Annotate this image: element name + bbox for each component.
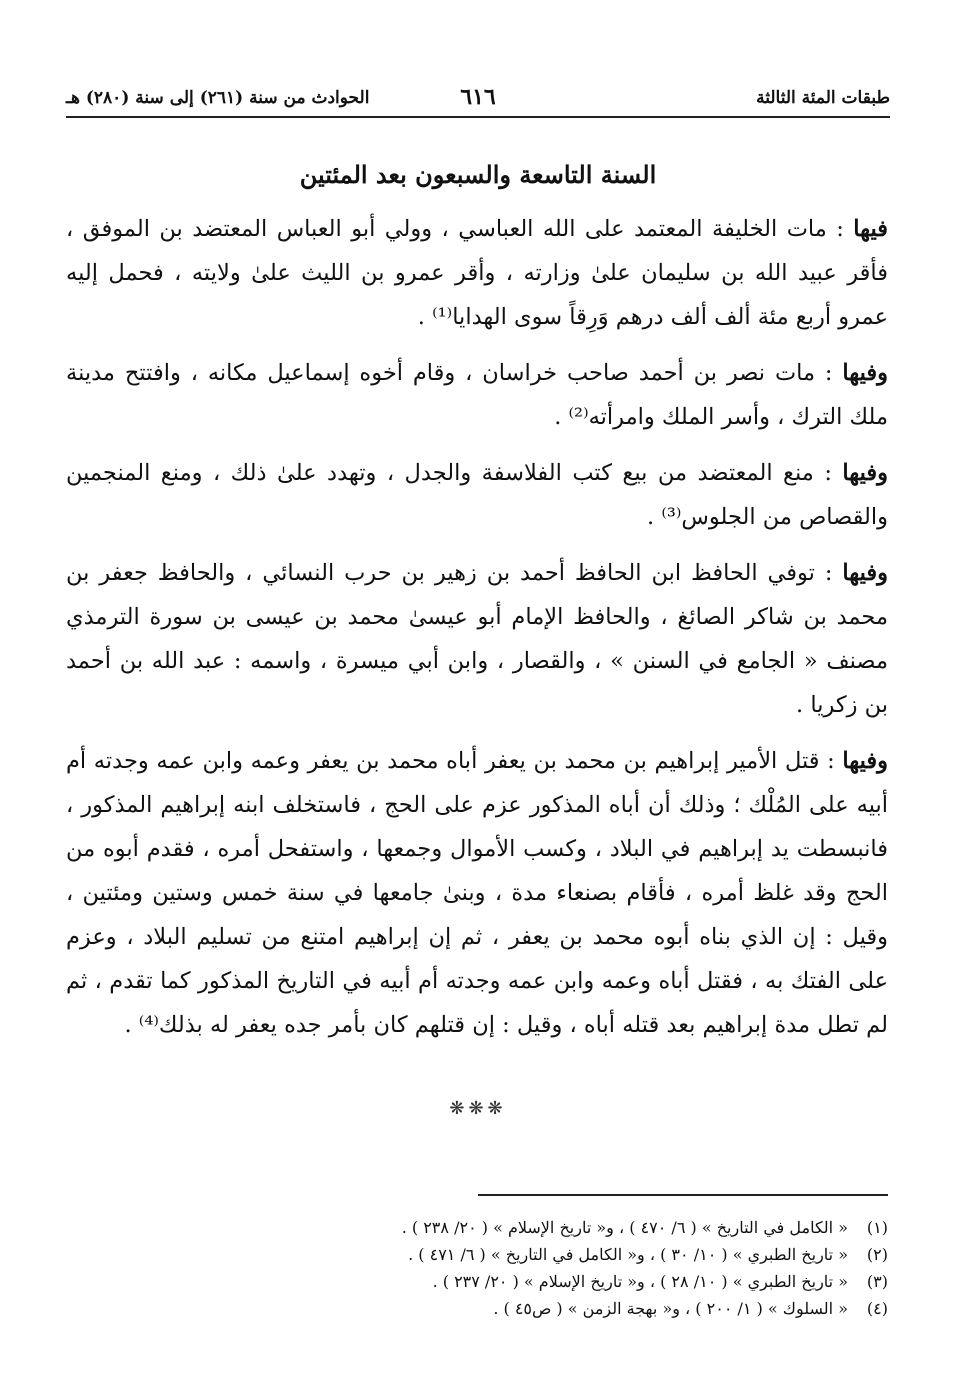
paragraph-lead: وفيها xyxy=(842,748,888,774)
paragraph xyxy=(66,451,888,539)
footnote-item xyxy=(66,1241,888,1268)
paragraph xyxy=(66,351,888,439)
paragraph-text: : مات نصر بن أحمد صاحب خراسان ، وقام أخوه إسماعيل مكانه ، وافتتح مدينة ملك الترك ، وأسر الملك وامرأته⁽²⁾ . xyxy=(66,360,888,430)
paragraph-lead: وفيها xyxy=(842,360,888,386)
footnote-text: « تاريخ الطبري » ( ١٠/ ٢٨ ) ، و« تاريخ الإسلام » ( ٢٠/ ٢٣٧ ) . xyxy=(432,1272,848,1291)
paragraph-text: : مات الخليفة المعتمد على الله العباسي ، وولي أبو العباس المعتضد بن الموفق ، فأقر عبيد الله بن سليمان علىٰ وزارته ، وأقر عمرو بن الليث علىٰ ولايته ، فحمل إليه عمرو أربع مئة ألف ألف درهم وَرِقاً سوى الهدايا⁽¹⁾ . xyxy=(66,216,888,330)
paragraph-text: : منع المعتضد من بيع كتب الفلاسفة والجدل ، وتهدد علىٰ ذلك ، ومنع المنجمين والقصاص من الجلوس⁽³⁾ . xyxy=(66,460,888,530)
section-separator: ❋❋❋ xyxy=(449,1098,507,1119)
footnote-text: « تاريخ الطبري » ( ١٠/ ٣٠ ) ، و« الكامل في التاريخ » ( ٦/ ٤٧١ ) . xyxy=(408,1245,848,1264)
paragraph xyxy=(66,551,888,727)
running-header xyxy=(66,84,890,118)
footnote-item xyxy=(66,1214,888,1241)
paragraph-text: : قتل الأمير إبراهيم بن محمد بن يعفر أباه محمد بن يعفر وعمه وابن عمه وجدته أم أبيه على المُلْك ؛ وذلك أن أباه المذكور عزم على الحج ، فاستخلف ابنه إبراهيم المذكور ، فانبسطت يد إبراهيم في البلاد ، وكسب الأموال وجمعها ، واستفحل أمره ، فقدم أبوه من الحج وقد غلظ أمره ، فأقام بصنعاء مدة ، وبنىٰ جامعها في سنة خمس وستين ومئتين ، وقيل : إن الذي بناه أبوه محمد بن يعفر ، ثم إن إبراهيم امتنع من تسليم البلاد ، وعزم على الفتك به ، فقتل أباه وعمه وابن عمه وجدته أم أبيه في التاريخ المذكور كما تقدم ، ثم لم تطل مدة إبراهيم بعد قتله أباه ، وقيل : إن قتلهم كان بأمر جده يعفر له بذلك⁽⁴⁾ . xyxy=(66,748,888,1038)
footnote-number: (٢) xyxy=(866,1245,888,1264)
header-section-title: طبقات المئة الثالثة xyxy=(756,88,890,108)
footnote-number: (١) xyxy=(866,1218,888,1237)
footnote-number: (٣) xyxy=(866,1272,888,1291)
paragraph-lead: فيها xyxy=(853,216,888,242)
header-year-range: الحوادث من سنة (٢٦١) إلى سنة (٢٨٠) هـ xyxy=(66,88,370,108)
paragraph xyxy=(66,207,888,339)
page-number: ٦١٦ xyxy=(460,84,496,110)
footnote-text: « السلوك » ( ١/ ٢٠٠ ) ، و« بهجة الزمن » ( ص٤٥ ) . xyxy=(493,1299,848,1318)
paragraph-lead: وفيها xyxy=(842,560,888,586)
paragraph-text: : توفي الحافظ ابن الحافظ أحمد بن زهير بن حرب النسائي ، والحافظ جعفر بن محمد بن شاكر الصائغ ، والحافظ الإمام أبو عيسىٰ محمد بن عيسى بن سورة الترمذي مصنف « الجامع في السنن » ، والقصار ، وابن أبي ميسرة ، واسمه : عبد الله بن أحمد بن زكريا . xyxy=(66,560,888,718)
main-text xyxy=(66,207,888,1059)
paragraph xyxy=(66,739,888,1047)
footnote-item xyxy=(66,1295,888,1322)
year-heading: السنة التاسعة والسبعون بعد المئتين xyxy=(299,160,657,189)
paragraph-lead: وفيها xyxy=(842,460,888,486)
footnotes xyxy=(66,1214,888,1322)
footnote-divider xyxy=(478,1194,888,1196)
footnote-item xyxy=(66,1268,888,1295)
footnote-number: (٤) xyxy=(866,1299,888,1318)
footnote-text: « الكامل في التاريخ » ( ٦/ ٤٧٠ ) ، و« تاريخ الإسلام » ( ٢٠/ ٢٣٨ ) . xyxy=(401,1218,848,1237)
